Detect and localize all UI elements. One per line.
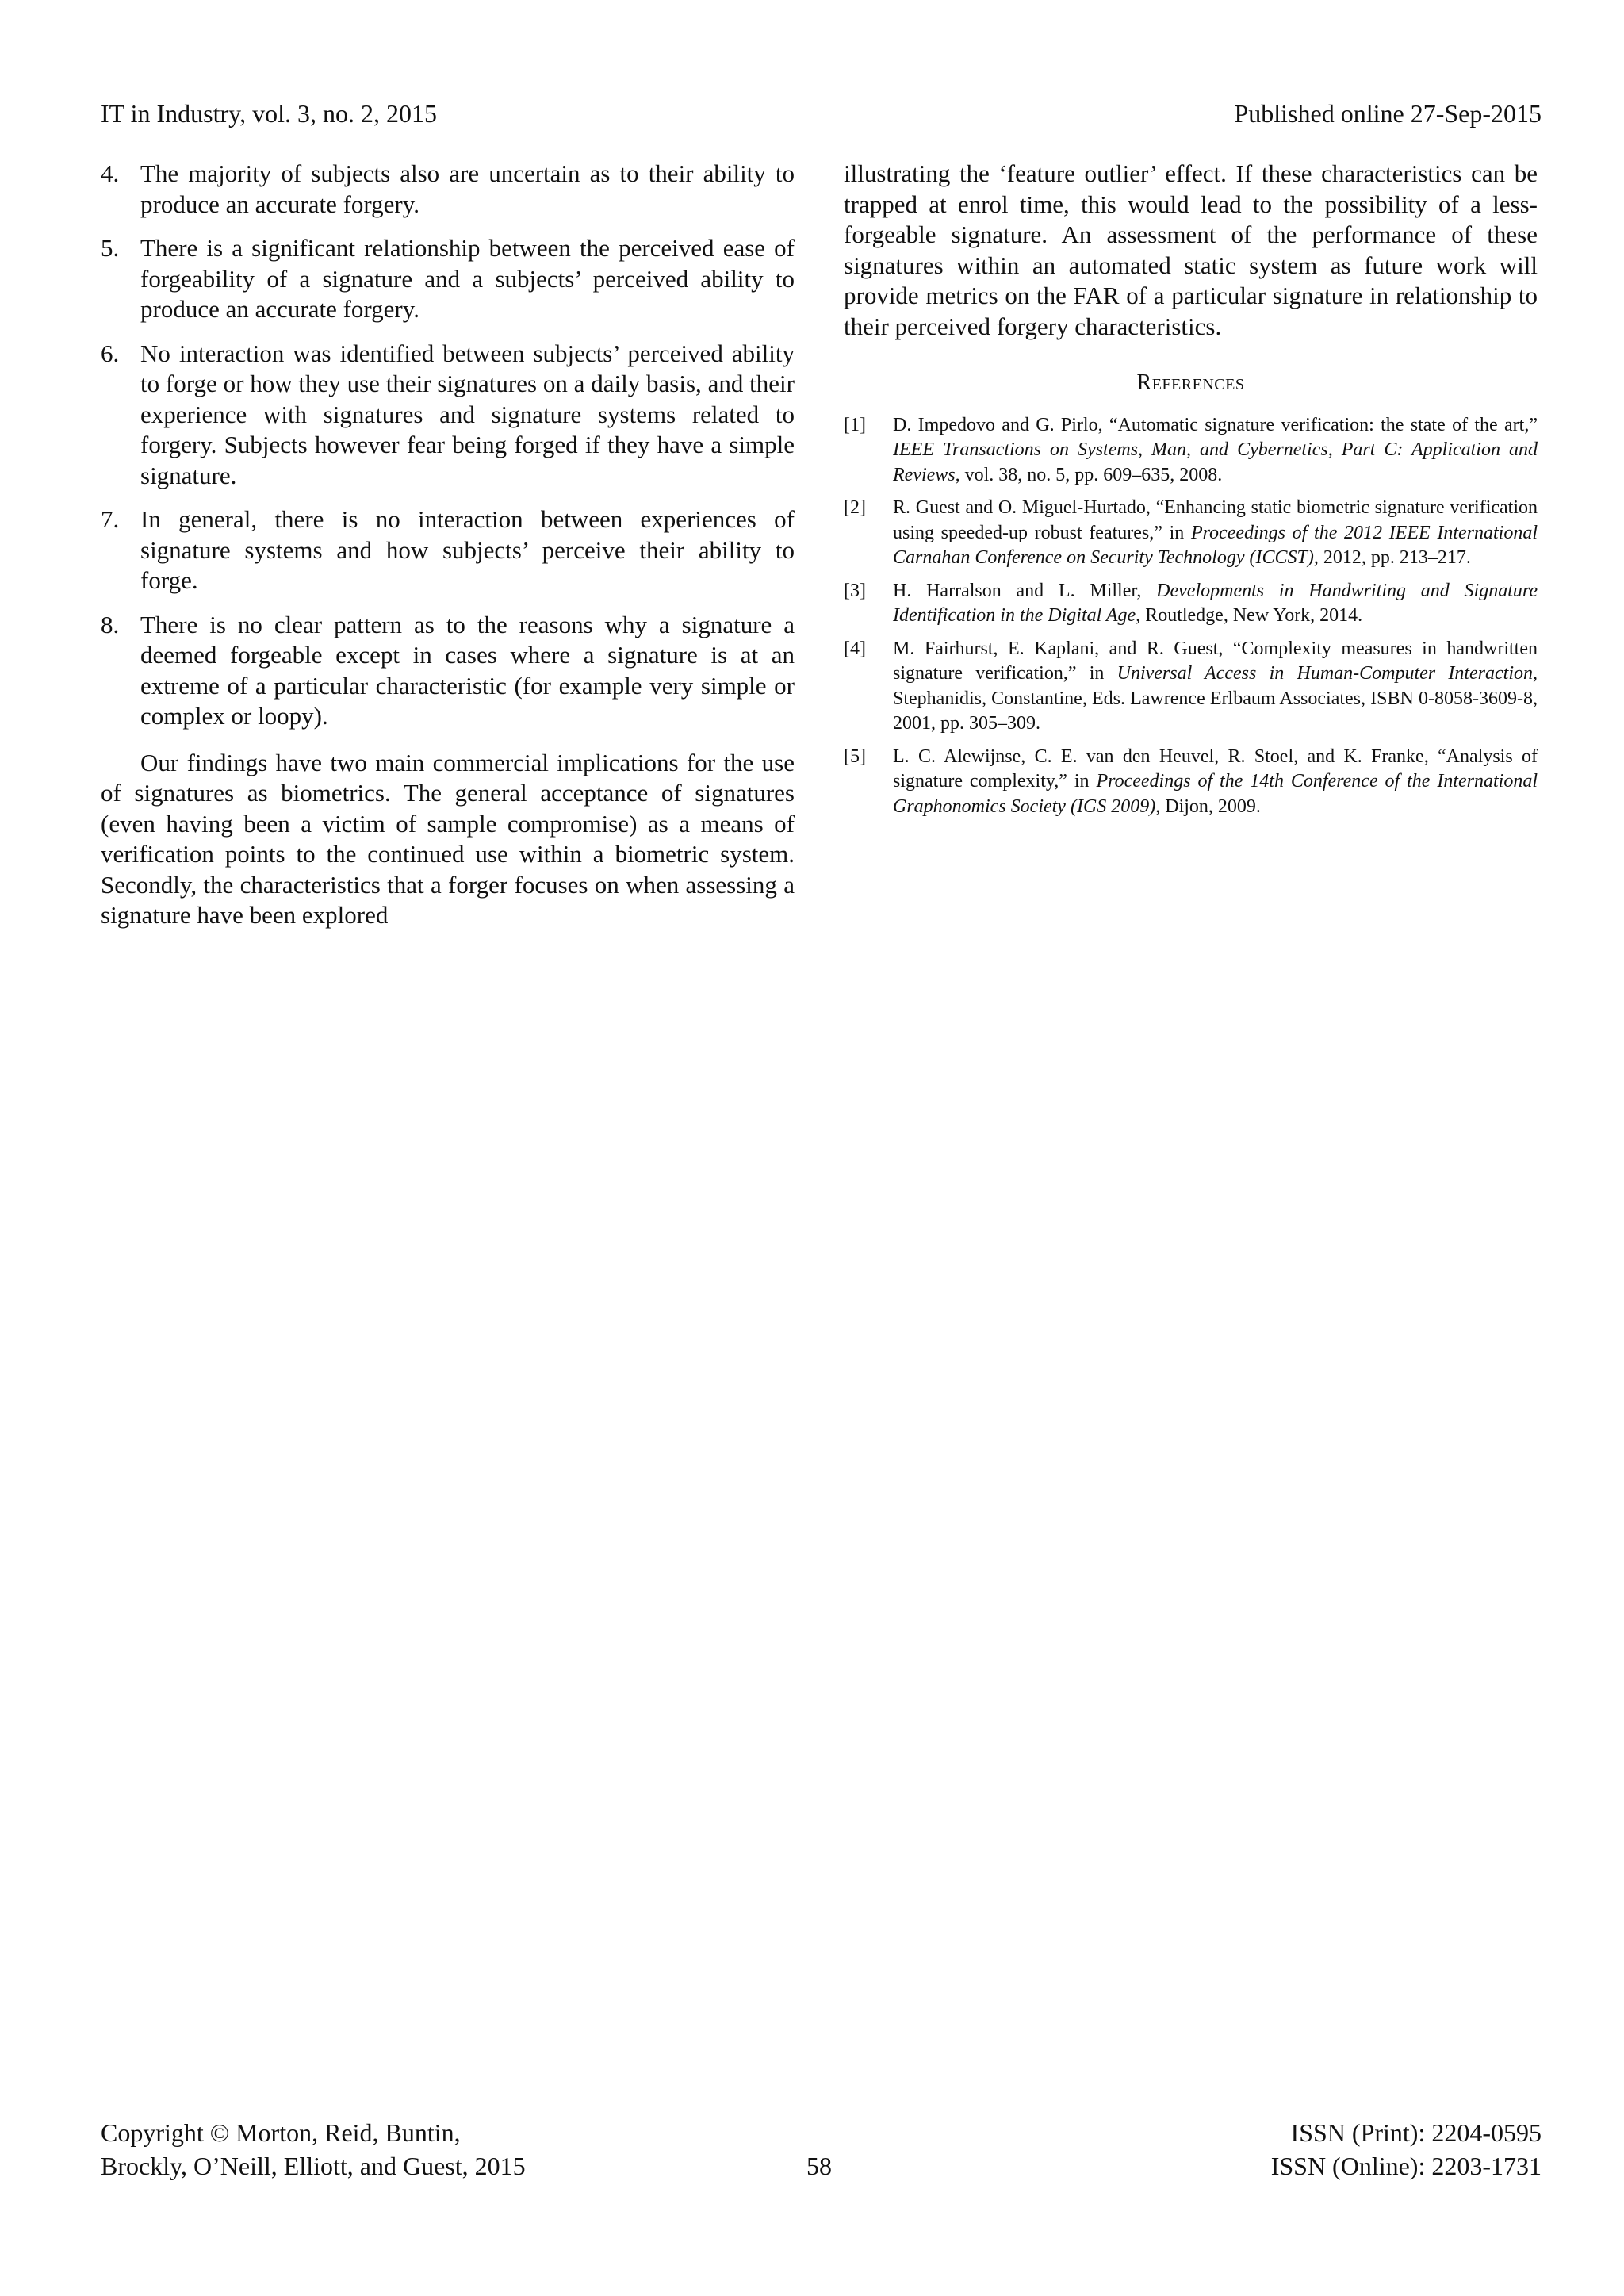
copyright-line: Copyright © Morton, Reid, Buntin, — [101, 2118, 461, 2147]
reference-entry — [844, 579, 1538, 629]
reference-text: H. Harralson and L. Miller, Developments in Handwriting and Signature Identification in the Digital Age, Routledge, New York, 2014. — [893, 580, 1538, 626]
list-item — [101, 233, 795, 325]
list-text: The majority of subjects also are uncertain as to their ability to produce an accurate forgery. — [140, 159, 795, 218]
list-item — [101, 339, 795, 492]
page-footer — [101, 2116, 1542, 2187]
list-number: 7. — [101, 505, 120, 533]
reference-entry — [844, 413, 1538, 489]
list-text: No interaction was identified between subjects’ perceived ability to forge or how they use their signatures on a daily basis, and their experience with signatures and signature systems related to forgery. Subjects however fear being forged if they have a simple signature. — [140, 339, 795, 489]
list-text: There is a significant relationship between the perceived ease of forgeability of a signature and a subjects’ perceived ability to produce an accurate forgery. — [140, 234, 795, 323]
issn-block — [1271, 2116, 1542, 2183]
list-text: In general, there is no interaction between experiences of signature systems and how subjects’ perceive their ability to forge. — [140, 505, 795, 594]
copyright-line: Brockly, O’Neill, Elliott, and Guest, 2015 — [101, 2152, 526, 2180]
reference-number: [1] — [844, 414, 866, 435]
reference-entry — [844, 745, 1538, 820]
list-item — [101, 504, 795, 596]
reference-text: L. C. Alewijnse, C. E. van den Heuvel, R. Stoel, and K. Franke, “Analysis of signature complexity,” in Proceedings of the 14th Conference of the International Graphonomics Society (IGS 2009), Dijon, 2009. — [893, 746, 1538, 817]
references-list — [844, 413, 1538, 820]
copyright-notice — [101, 2116, 526, 2183]
references-heading: References — [1136, 370, 1245, 395]
list-item — [101, 159, 795, 220]
journal-citation: IT in Industry, vol. 3, no. 2, 2015 — [101, 99, 437, 128]
reference-entry — [844, 496, 1538, 571]
running-header — [101, 94, 1542, 133]
publication-date: Published online 27-Sep-2015 — [1234, 99, 1542, 128]
implications-paragraph: Our findings have two main commercial implications for the use of signatures as biometrics. The general acceptance of signatures (even having been a victim of sample compromise) as a means of verification points to the continued use within a biometric system. Secondly, the characteristics that a forger focuses on when assessing a signature have been explored — [101, 748, 795, 929]
reference-text: D. Impedovo and G. Pirlo, “Automatic signature verification: the state of the art,” IEEE Transactions on Systems, Man, and Cybernetics, Part C: Application and Reviews, vol. 38, no. 5, pp. 609–635, 2008. — [893, 414, 1538, 485]
list-number: 4. — [101, 159, 120, 187]
reference-entry — [844, 637, 1538, 737]
reference-text: M. Fairhurst, E. Kaplani, and R. Guest, “Complexity measures in handwritten signature verification,” in Universal Access in Human-Computer Interaction, Stephanidis, Constantine, Eds. Lawrence Erlbaum Associates, ISBN 0-8058-3609-8, 2001, pp. 305–309. — [893, 638, 1538, 734]
left-column — [101, 159, 795, 931]
reference-text: R. Guest and O. Miguel-Hurtado, “Enhancing static biometric signature verification using speeded-up robust features,” in Proceedings of the 2012 IEEE International Carnahan Conference on Security Technology (ICCST), 2012, pp. 213–217. — [893, 497, 1538, 568]
list-text: There is no clear pattern as to the reasons why a signature a deemed forgeable except in cases where a signature is at an extreme of a particular characteristic (for example very simple or complex or loopy). — [140, 610, 795, 730]
issn-online: ISSN (Online): 2203-1731 — [1270, 2152, 1542, 2180]
reference-number: [3] — [844, 580, 866, 601]
list-number: 6. — [101, 339, 120, 367]
continued-paragraph: illustrating the ‘feature outlier’ effect. If these characteristics can be trapped at enrol time, this would lead to the possibility of a less-forgeable signature. An assessment of the performance of these signatures within an automated static system as future work will provide metrics on the FAR of a particular signature in relationship to their perceived forgery characteristics. — [844, 159, 1538, 340]
findings-list — [101, 159, 795, 732]
right-column — [844, 159, 1538, 827]
issn-print: ISSN (Print): 2204-0595 — [1290, 2118, 1542, 2147]
list-number: 8. — [101, 610, 120, 638]
list-item — [101, 610, 795, 732]
reference-number: [2] — [844, 497, 866, 518]
reference-number: [4] — [844, 638, 866, 659]
reference-number: [5] — [844, 746, 866, 767]
page-number: 58 — [806, 2152, 832, 2180]
list-number: 5. — [101, 234, 120, 262]
